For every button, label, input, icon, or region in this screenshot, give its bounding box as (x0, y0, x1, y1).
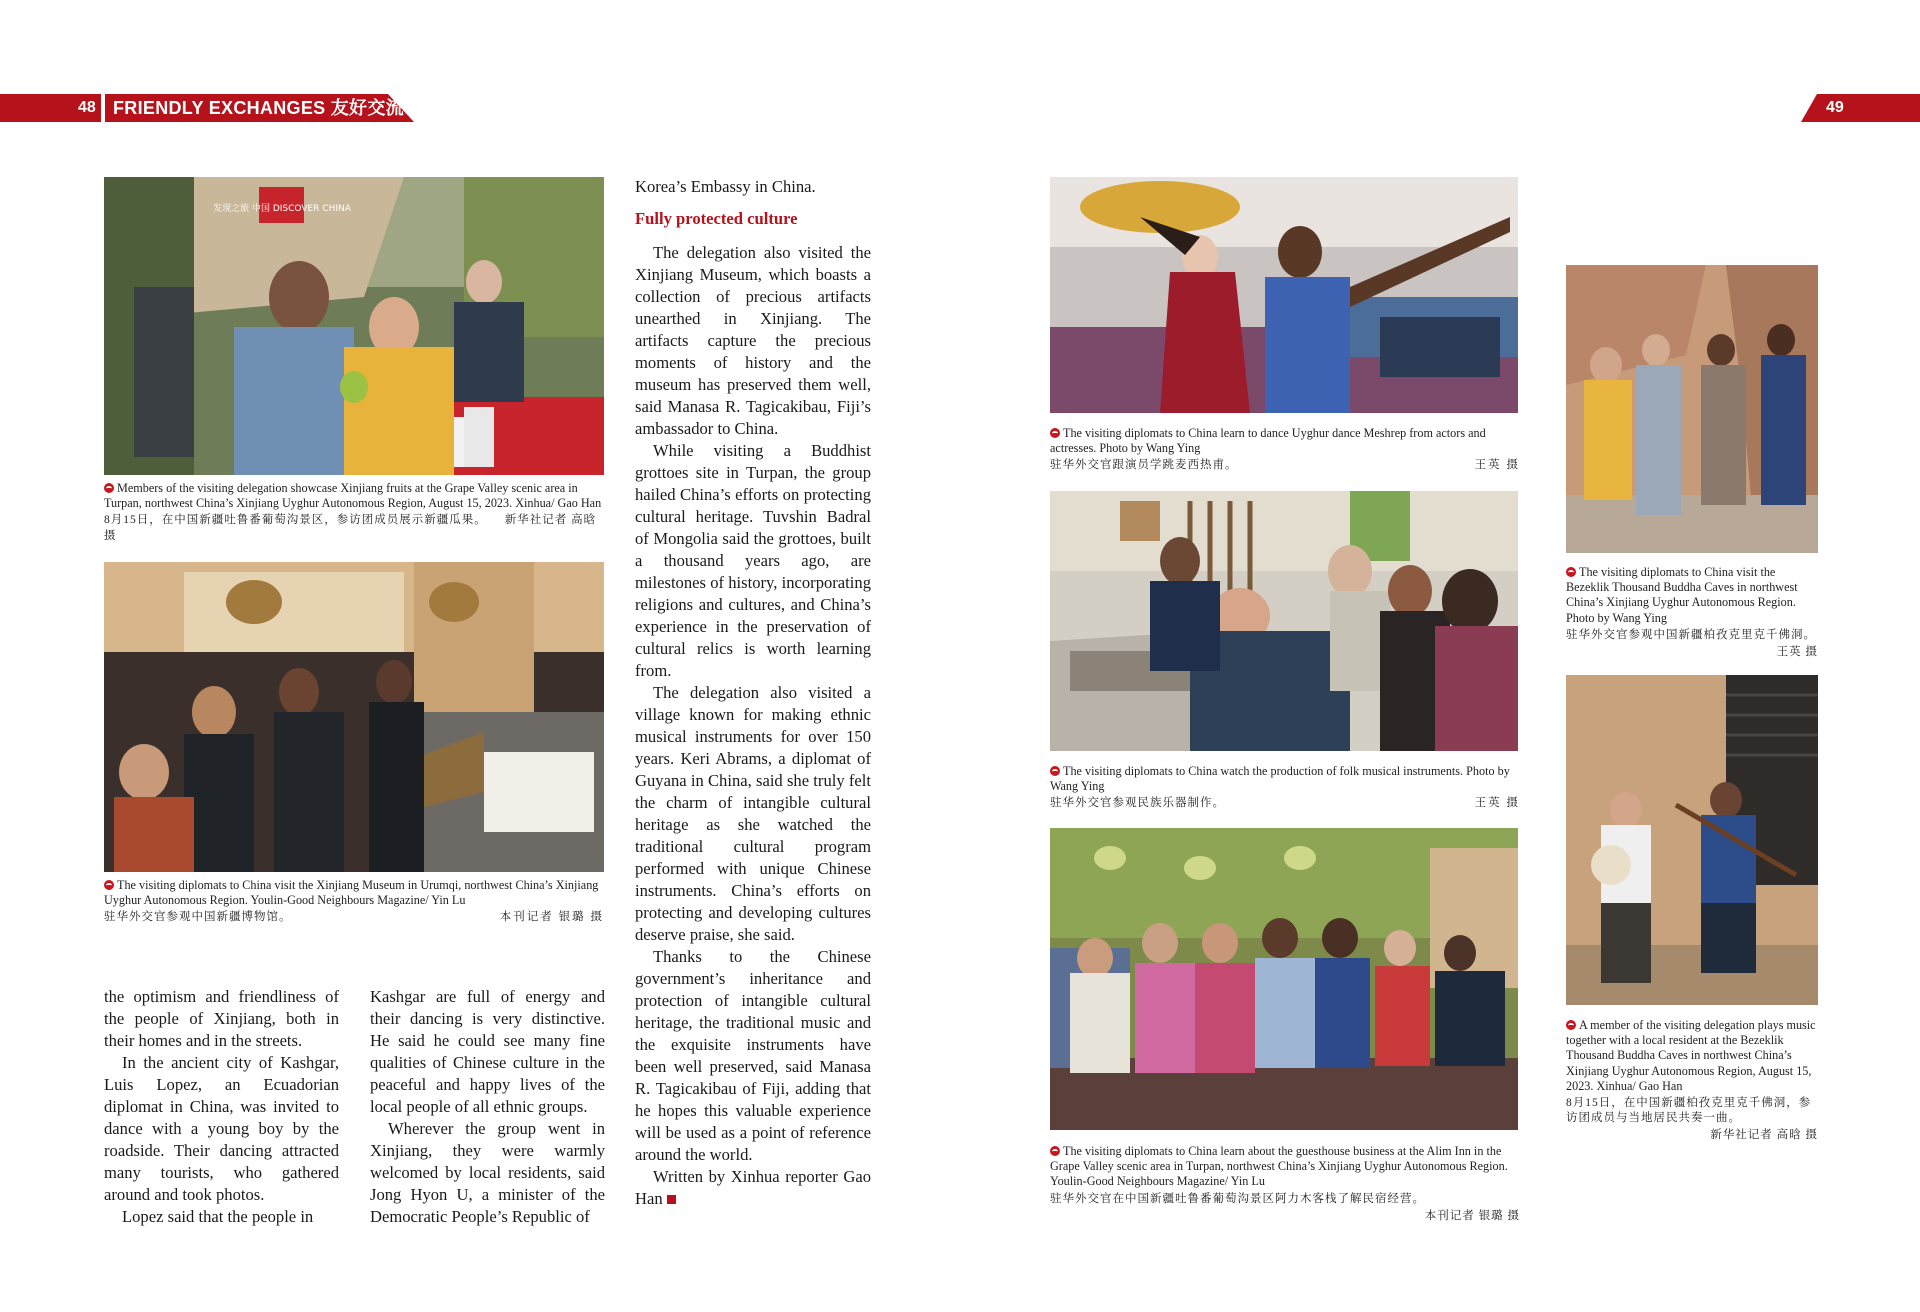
end-mark-icon (667, 1195, 676, 1204)
right-page-number: 49 (1826, 99, 1844, 116)
caption-fruits: Members of the visiting delegation showcase Xinjiang fruits at the Grape Valley scenic area in Turpan, northwest China’s Xinjiang Uyghur Autonomous Region, August 15, 2023. Xinhua/ Gao Han 8月15日，在中国新疆吐鲁番葡萄沟景区，参访团成员展示新疆瓜果。 新华社记者 高晗 摄 (104, 481, 602, 542)
caption-inn: The visiting diplomats to China learn about the guesthouse business at the Alim Inn in the Grape Valley scenic area in Turpan, northwest China’s Xinjiang Uyghur Autonomous Region. Youlin-Good Neighbours Magazine/ Yin Lu 驻华外交官在中国新疆吐鲁番葡萄沟景区阿力木客栈了解民宿经营。 本刊记者 银璐 摄 (1050, 1144, 1520, 1222)
article-column-1 (104, 986, 339, 1228)
paragraph: While visiting a Buddhist grottoes site in Turpan, the group hailed China’s efforts on protecting cultural heritage. Tuvshin Badral of Mongolia said the grottoes, built a thousand years ago, are milestones of history, incorporating religions and cultures, and China’s experience in the preservation of cultural relics is worth learning from. (635, 441, 871, 680)
caption-logo-icon (1566, 567, 1576, 577)
paragraph: In the ancient city of Kashgar, Luis Lopez, an Ecuadorian diplomat in China, was invited to dance with a young boy by the roadside. Their dancing attracted many tourists, who gathered around and took photos. (104, 1053, 339, 1204)
byline: Written by Xinhua reporter Gao Han (635, 1167, 871, 1208)
caption-logo-icon (104, 880, 114, 890)
paragraph: Thanks to the Chinese government’s inheritance and protection of intangible cultural heritage, the traditional music and the exquisite instruments have been well preserved, said Manasa R. Tagicakibau of Fiji, adding that he hopes this valuable experience will be used as a point of reference around the world. (635, 947, 871, 1164)
paragraph: Kashgar are full of energy and their dancing is very distinctive. He said he could see many fine qualities of Chinese culture in the peaceful and happy lives of the local people of all ethnic groups. (370, 987, 605, 1116)
photo-fruits (104, 177, 604, 475)
section-subhead: Fully protected culture (635, 209, 798, 228)
caption-logo-icon (104, 483, 114, 493)
photo-museum (104, 562, 604, 872)
caption-logo-icon (1050, 766, 1060, 776)
caption-music: A member of the visiting delegation plays music together with a local resident at the Bezeklik Thousand Buddha Caves in northwest China’s Xinjiang Uyghur Autonomous Region, August 15, 2023. Xinhua/ Gao Han 8月15日，在中国新疆柏孜克里克千佛洞，参访团成员与当地居民共奏一曲。 新华社记者 高晗 摄 (1566, 1018, 1818, 1142)
caption-museum: The visiting diplomats to China visit the Xinjiang Museum in Urumqi, northwest China’s Xinjiang Uyghur Autonomous Region. Youlin-Good Neighbours Magazine/ Yin Lu 驻华外交官参观中国新疆博物馆。 本刊记者 银璐 摄 (104, 878, 604, 924)
banner-divider (101, 94, 105, 122)
paragraph: the optimism and friendliness of the people of Xinjiang, both in their homes and in the streets. (104, 987, 339, 1050)
paragraph: Korea’s Embassy in China. (635, 177, 816, 196)
paragraph: Wherever the group went in Xinjiang, they were warmly welcomed by local residents, said Jong Hyon U, a minister of the Democratic People’s Republic of (370, 1119, 605, 1226)
section-title: FRIENDLY EXCHANGES 友好交流 (113, 98, 404, 118)
paragraph: The delegation also visited a village known for making ethnic musical instruments for over 150 years. Keri Abrams, a diplomat of Guyana in China, said she truly felt the charm of intangible cultural heritage as she watched the traditional cultural program performed with unique Chinese instruments. China’s efforts on protecting and developing cultures deserve praise, she said. (635, 683, 871, 944)
caption-logo-icon (1050, 428, 1060, 438)
paragraph: Lopez said that the people in (122, 1207, 314, 1226)
photo-instruments (1050, 491, 1518, 751)
caption-caves: The visiting diplomats to China visit the Bezeklik Thousand Buddha Caves in northwest China’s Xinjiang Uyghur Autonomous Region. Photo by Wang Ying 驻华外交官参观中国新疆柏孜克里克千佛洞。 王英 摄 (1566, 565, 1818, 659)
discover-china-sign: 发现之旅 中国 DISCOVER CHINA (213, 204, 351, 214)
caption-logo-icon (1566, 1020, 1576, 1030)
photo-caves (1566, 265, 1818, 553)
article-column-3 (635, 176, 871, 1210)
right-page-banner (1801, 94, 1920, 122)
caption-instruments: The visiting diplomats to China watch the production of folk musical instruments. Photo by Wang Ying 驻华外交官参观民族乐器制作。 王英 摄 (1050, 764, 1520, 810)
caption-dance: The visiting diplomats to China learn to dance Uyghur dance Meshrep from actors and actresses. Photo by Wang Ying 驻华外交官跟演员学跳麦西热甫。 王英 摄 (1050, 426, 1520, 472)
left-page-number: 48 (78, 99, 96, 116)
caption-logo-icon (1050, 1146, 1060, 1156)
photo-inn (1050, 828, 1518, 1130)
photo-dance (1050, 177, 1518, 413)
photo-music (1566, 675, 1818, 1005)
paragraph: The delegation also visited the Xinjiang Museum, which boasts a collection of precious artifacts unearthed in Xinjiang. The artifacts capture the precious moments of history and the museum has preserved them well, said Manasa R. Tagicakibau, Fiji’s ambassador to China. (635, 243, 871, 438)
article-column-2 (370, 986, 605, 1228)
